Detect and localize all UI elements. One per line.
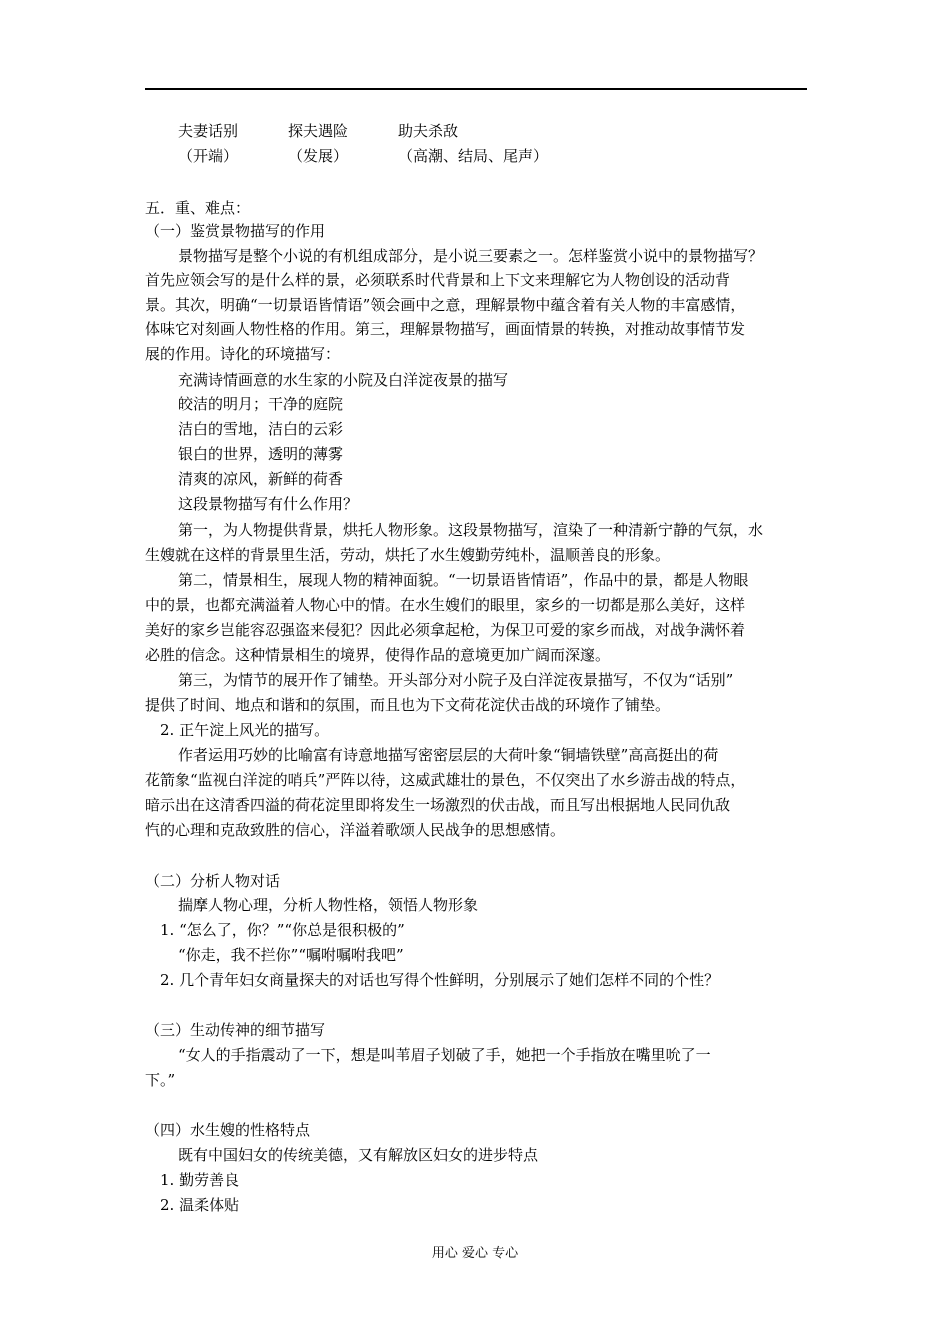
point3-line: 第三，为情节的展开作了铺垫。开头部分对小院子及白洋淀夜景描写，不仅为“话别” — [178, 671, 734, 689]
subsection-1-title: （一）鉴赏景物描写的作用 — [145, 222, 326, 240]
list-item-2: 2. 正午淀上风光的描写。 — [160, 721, 330, 739]
plot-label-2: 探夫遇险 — [288, 122, 349, 140]
subsection-4-title: （四）水生嫂的性格特点 — [145, 1121, 311, 1139]
point3-line: 提供了时间、地点和谐和的氛围，而且也为下文荷花淀伏击战的环境作了铺垫。 — [145, 696, 671, 714]
scene-question: 这段景物描写有什么作用？ — [178, 495, 359, 513]
section-heading: 五．重、难点： — [145, 199, 251, 217]
subsection-3-title: （三）生动传神的细节描写 — [145, 1021, 326, 1039]
point2-line: 必胜的信念。这种情景相生的境界，使得作品的意境更加广阔而深邃。 — [145, 646, 611, 664]
dialogue-item-1: 1. “怎么了，你？”“你总是很积极的” — [160, 921, 405, 939]
para1-line: 景。其次，明确“一切景语皆情语”领会画中之意，理解景物中蕴含着有关人物的丰富感情， — [145, 296, 746, 314]
item2-para-line: 作者运用巧妙的比喻富有诗意地描写密密层层的大荷叶象“铜墙铁壁”高高挺出的荷 — [178, 746, 719, 764]
item2-para-line: 暗示出在这清香四溢的荷花淀里即将发生一场激烈的伏击战，而且写出根据地人民同仇敌 — [145, 796, 731, 814]
plot-stage-1: （开端） — [178, 147, 239, 165]
trait-item-2: 2. 温柔体贴 — [160, 1196, 240, 1214]
scene-line: 清爽的凉风，新鲜的荷香 — [178, 470, 344, 488]
para1-line: 首先应领会写的是什么样的景，必须联系时代背景和上下文来理解它为人物创设的活动背 — [145, 271, 731, 289]
header-rule — [145, 88, 807, 90]
subsection-4-intro: 既有中国妇女的传统美德，又有解放区妇女的进步特点 — [178, 1146, 539, 1164]
plot-label-1: 夫妻话别 — [178, 122, 239, 140]
plot-stage-3: （高潮、结局、尾声） — [398, 147, 549, 165]
trait-item-1: 1. 勤劳善良 — [160, 1171, 240, 1189]
point2-line: 中的景，也都充满溢着人物心中的情。在水生嫂们的眼里，家乡的一切都是那么美好，这样 — [145, 596, 746, 614]
scene-intro: 充满诗情画意的水生家的小院及白洋淀夜景的描写 — [178, 371, 509, 389]
para1-line: 展的作用。诗化的环境描写： — [145, 345, 341, 363]
para1-line: 景物描写是整个小说的有机组成部分，是小说三要素之一。怎样鉴赏小说中的景物描写？ — [178, 247, 764, 265]
dialogue-item-1-cont: “你走，我不拦你”“嘱咐嘱咐我吧” — [178, 946, 404, 964]
item2-para-line: 花箭象“监视白洋淀的哨兵”严阵以待，这威武雄壮的景色，不仅突出了水乡游击战的特点， — [145, 771, 746, 789]
scene-line: 皎洁的明月；干净的庭院 — [178, 395, 344, 413]
page-footer: 用心 爱心 专心 — [431, 1246, 519, 1261]
scene-line: 洁白的雪地，洁白的云彩 — [178, 420, 344, 438]
plot-stage-2: （发展） — [288, 147, 349, 165]
dialogue-item-2: 2. 几个青年妇女商量探夫的对话也写得个性鲜明，分别展示了她们怎样不同的个性？ — [160, 971, 720, 989]
plot-label-3: 助夫杀敌 — [398, 122, 459, 140]
detail-quote-line: “女人的手指震动了一下，想是叫苇眉子划破了手，她把一个手指放在嘴里吮了一 — [178, 1046, 711, 1064]
scene-line: 银白的世界，透明的薄雾 — [178, 445, 344, 463]
para1-line: 体味它对刻画人物性格的作用。第三，理解景物描写，画面情景的转换，对推动故事情节发 — [145, 320, 746, 338]
subsection-2-intro: 揣摩人物心理，分析人物性格，领悟人物形象 — [178, 896, 479, 914]
point2-line: 美好的家乡岂能容忍强盗来侵犯？因此必须拿起枪，为保卫可爱的家乡而战，对战争满怀着 — [145, 621, 746, 639]
detail-quote-line: 下。” — [145, 1071, 176, 1089]
point2-line: 第二，情景相生，展现人物的精神面貌。“一切景语皆情语”，作品中的景，都是人物眼 — [178, 571, 749, 589]
point1-line: 第一，为人物提供背景，烘托人物形象。这段景物描写，渲染了一种清新宁静的气氛，水 — [178, 521, 764, 539]
item2-para-line: 忾的心理和克敌致胜的信心，洋溢着歌颂人民战争的思想感情。 — [145, 821, 566, 839]
point1-line: 生嫂就在这样的背景里生活，劳动，烘托了水生嫂勤劳纯朴，温顺善良的形象。 — [145, 546, 671, 564]
subsection-2-title: （二）分析人物对话 — [145, 872, 281, 890]
